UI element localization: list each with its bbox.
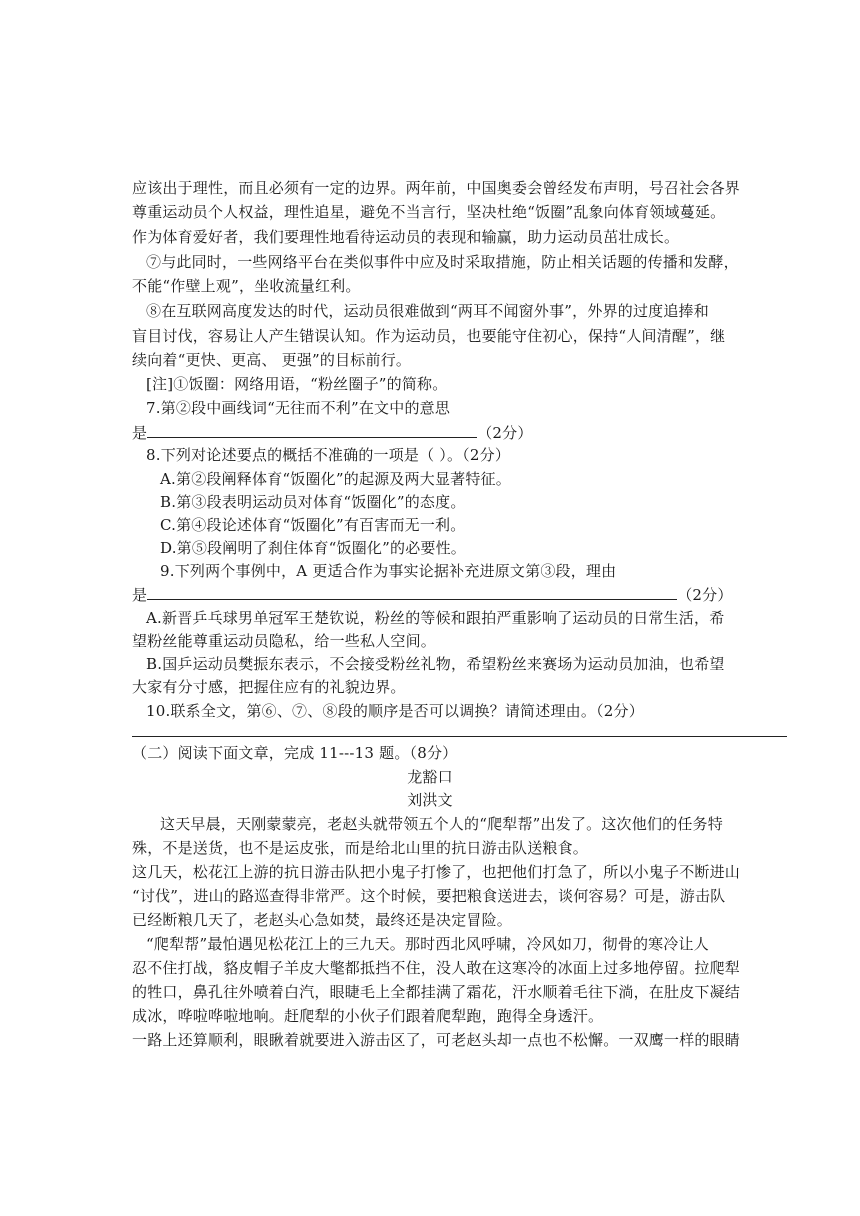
answer-blank[interactable] — [147, 583, 677, 600]
text-line: 不能“作壁上观”，坐收流量红利。 — [132, 277, 361, 295]
text-line: 的牲口，鼻孔往外喷着白汽，眼睫毛上全都挂满了霜花，汗水顺着毛往下淌，在肚皮下凝结 — [132, 983, 741, 1001]
text-line: 已经断粮几天了，老赵头心急如焚，最终还是决定冒险。 — [132, 911, 513, 929]
text-line: ⑧在互联网高度发达的时代，运动员很难做到“两耳不闻窗外事”，外界的过度追捧和 — [146, 302, 709, 320]
option-b: B.第③段表明运动员对体育“饭圈化”的态度。 — [160, 493, 466, 511]
answer-prefix: 是 — [132, 424, 148, 442]
option-a: A.第②段阐释体育“饭圈化”的起源及两大显著特征。 — [160, 470, 511, 488]
text-line: 作为体育爱好者，我们要理性地看待运动员的表现和输赢，助力运动员茁壮成长。 — [132, 228, 680, 246]
answer-rule[interactable] — [132, 736, 787, 737]
section-heading: （二）阅读下面文章，完成 11---13 题。（8分） — [132, 744, 458, 762]
text-line: 殊，不是送货，也不是运皮张，而是给北山里的抗日游击队送粮食。 — [132, 839, 589, 857]
text-line: “爬犁帮”最怕遇见松花江上的三九天。那时西北风呼啸，冷风如刀，彻骨的寒冷让人 — [146, 935, 709, 953]
answer-line-7 — [132, 421, 533, 444]
text-line: 望粉丝能尊重运动员隐私，给一些私人空间。 — [132, 632, 437, 650]
text-line: 一路上还算顺利，眼瞅着就要进入游击区了，可老赵头却一点也不松懈。一双鹰一样的眼睛 — [132, 1031, 741, 1049]
option-c: C.第④段论述体育“饭圈化”有百害而无一利。 — [160, 516, 466, 534]
text-line: 大家有分寸感，把握住应有的礼貌边界。 — [132, 678, 406, 696]
score: （2分） — [477, 424, 533, 442]
answer-blank[interactable] — [147, 421, 477, 438]
question-7: 7.第②段中画线词“无往而不利”在文中的意思 — [146, 399, 451, 417]
text-line: 应该出于理性，而且必须有一定的边界。两年前，中国奥委会曾经发布声明，号召社会各界 — [132, 179, 741, 197]
text-line: 这几天，松花江上游的抗日游击队把小鬼子打惨了，也把他们打急了，所以小鬼子不断进山 — [132, 863, 741, 881]
question-8: 8.下列对论述要点的概括不准确的一项是（ ）。（2分） — [146, 446, 511, 464]
option-d: D.第⑤段阐明了刹住体育“饭圈化”的必要性。 — [160, 539, 466, 557]
example-a: A.新晋乒乓球男单冠军王楚钦说，粉丝的等候和跟拍严重影响了运动员的日常生活，希 — [146, 609, 725, 627]
question-9: 9.下列两个事例中，A 更适合作为事实论据补充进原文第③段，理由 — [160, 562, 617, 580]
article-author: 刘洪文 — [407, 791, 453, 809]
text-line: 盲目讨伐，容易让人产生错误认知。作为运动员，也要能守住初心，保持“人间清醒”，继 — [132, 327, 726, 345]
text-line: “讨伐”，进山的路巡查得非常严。这个时候，要把粮食送进去，谈何容易？可是，游击队 — [132, 887, 726, 905]
text-line: 续向着“更快、更高、 更强”的目标前行。 — [132, 351, 412, 369]
text-line: ⑦与此同时，一些网络平台在类似事件中应及时采取措施，防止相关话题的传播和发酵， — [146, 253, 739, 271]
text-line: 这天早晨，天刚蒙蒙亮，老赵头就带领五个人的“爬犁帮”出发了。这次他们的任务特 — [160, 815, 723, 833]
article-title: 龙豁口 — [407, 768, 453, 786]
text-line: 忍不住打战，貉皮帽子羊皮大氅都抵挡不住，没人敢在这寒冷的冰面上过多地停留。拉爬犁 — [132, 959, 741, 977]
example-b: B.国乒运动员樊振东表示，不会接受粉丝礼物，希望粉丝来赛场为运动员加油，也希望 — [146, 655, 725, 673]
question-10: 10.联系全文，第⑥、⑦、⑧段的顺序是否可以调换？请简述理由。（2分） — [146, 702, 644, 720]
text-line: 尊重运动员个人权益，理性追星，避免不当言行，坚决杜绝“饭圈”乱象向体育领域蔓延。 — [132, 203, 726, 221]
score: （2分） — [677, 586, 733, 604]
note-line: [注]①饭圈：网络用语，“粉丝圈子”的简称。 — [146, 375, 448, 393]
answer-line-9 — [132, 583, 733, 606]
text-line: 成冰，哗啦哗啦地响。赶爬犁的小伙子们跟着爬犁跑，跑得全身透汗。 — [132, 1007, 604, 1025]
answer-prefix: 是 — [132, 586, 148, 604]
